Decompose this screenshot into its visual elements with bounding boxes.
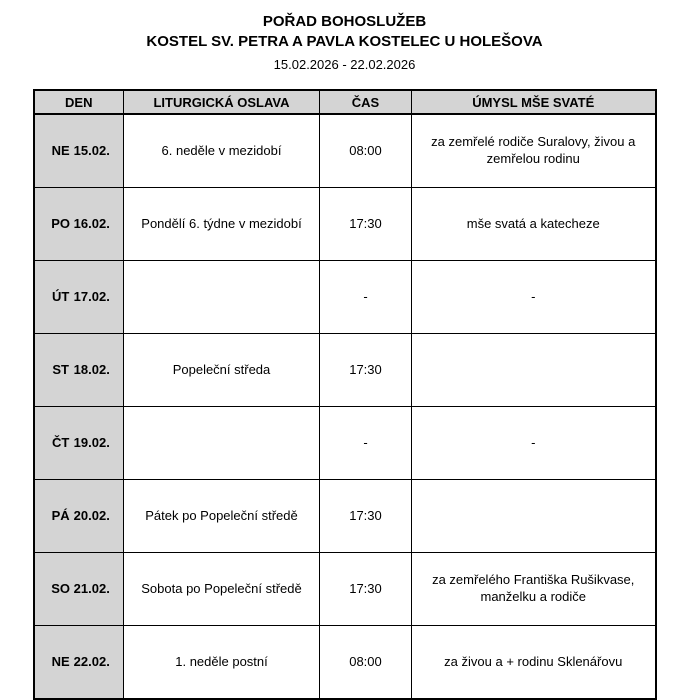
day-abbreviation: ST xyxy=(52,361,69,377)
table-row xyxy=(34,261,656,334)
day-cell xyxy=(34,261,124,334)
celebration-cell: Pondělí 6. týdne v mezidobí xyxy=(124,188,320,261)
celebration-cell xyxy=(124,261,320,334)
date-range: 15.02.2026 - 22.02.2026 xyxy=(273,56,416,72)
table-row xyxy=(34,114,656,188)
document-header xyxy=(0,12,689,73)
day-date: 21.02. xyxy=(73,580,110,596)
schedule-body xyxy=(34,114,656,699)
table-row xyxy=(34,553,656,626)
table-header-row xyxy=(34,90,656,114)
day-cell xyxy=(34,553,124,626)
intention-cell: mše svatá a katecheze xyxy=(412,188,656,261)
celebration-cell xyxy=(124,407,320,480)
table-row xyxy=(34,407,656,480)
celebration-cell: 1. neděle postní xyxy=(124,626,320,700)
table-row xyxy=(34,626,656,700)
church-name: KOSTEL SV. PETRA A PAVLA KOSTELEC U HOLEŠOVA xyxy=(146,33,543,51)
celebration-cell: Sobota po Popeleční středě xyxy=(124,553,320,626)
intention-cell: za zemřelé rodiče Suralovy, živou a zemřelou rodinu xyxy=(412,114,656,188)
day-date: 19.02. xyxy=(73,434,110,450)
document-title: POŘAD BOHOSLUŽEB xyxy=(262,13,427,30)
schedule-table xyxy=(33,89,657,700)
day-date: 16.02. xyxy=(73,215,110,231)
day-abbreviation: PO xyxy=(51,215,71,231)
day-cell xyxy=(34,407,124,480)
day-date: 20.02. xyxy=(73,507,110,523)
table-row xyxy=(34,334,656,407)
intention-cell xyxy=(412,334,656,407)
day-date: 22.02. xyxy=(73,653,110,669)
column-header-time: ČAS xyxy=(320,90,412,114)
day-abbreviation: ČT xyxy=(52,434,70,450)
day-abbreviation: NE xyxy=(51,653,70,669)
intention-cell: - xyxy=(412,261,656,334)
time-cell: 08:00 xyxy=(320,626,412,700)
time-cell: 17:30 xyxy=(320,480,412,553)
day-date: 17.02. xyxy=(73,288,110,304)
day-abbreviation: NE xyxy=(51,142,70,158)
intention-cell: - xyxy=(412,407,656,480)
day-cell xyxy=(34,334,124,407)
time-cell: 17:30 xyxy=(320,553,412,626)
day-date: 18.02. xyxy=(73,361,110,377)
time-cell: 08:00 xyxy=(320,114,412,188)
day-abbreviation: ÚT xyxy=(52,288,70,304)
day-cell xyxy=(34,114,124,188)
table-row xyxy=(34,480,656,553)
day-abbreviation: SO xyxy=(51,580,71,596)
day-cell xyxy=(34,480,124,553)
time-cell: - xyxy=(320,261,412,334)
day-abbreviation: PÁ xyxy=(51,507,70,523)
column-header-day: DEN xyxy=(34,90,124,114)
day-cell xyxy=(34,626,124,700)
intention-cell: za zemřelého Františka Rušikvase, manželku a rodiče xyxy=(412,553,656,626)
table-row xyxy=(34,188,656,261)
column-header-celebration: LITURGICKÁ OSLAVA xyxy=(124,90,320,114)
day-cell xyxy=(34,188,124,261)
day-date: 15.02. xyxy=(73,142,110,158)
time-cell: 17:30 xyxy=(320,334,412,407)
time-cell: - xyxy=(320,407,412,480)
intention-cell: za živou a + rodinu Sklenářovu xyxy=(412,626,656,700)
column-header-intention: ÚMYSL MŠE SVATÉ xyxy=(412,90,656,114)
celebration-cell: Pátek po Popeleční středě xyxy=(124,480,320,553)
celebration-cell: 6. neděle v mezidobí xyxy=(124,114,320,188)
time-cell: 17:30 xyxy=(320,188,412,261)
intention-cell xyxy=(412,480,656,553)
celebration-cell: Popeleční středa xyxy=(124,334,320,407)
